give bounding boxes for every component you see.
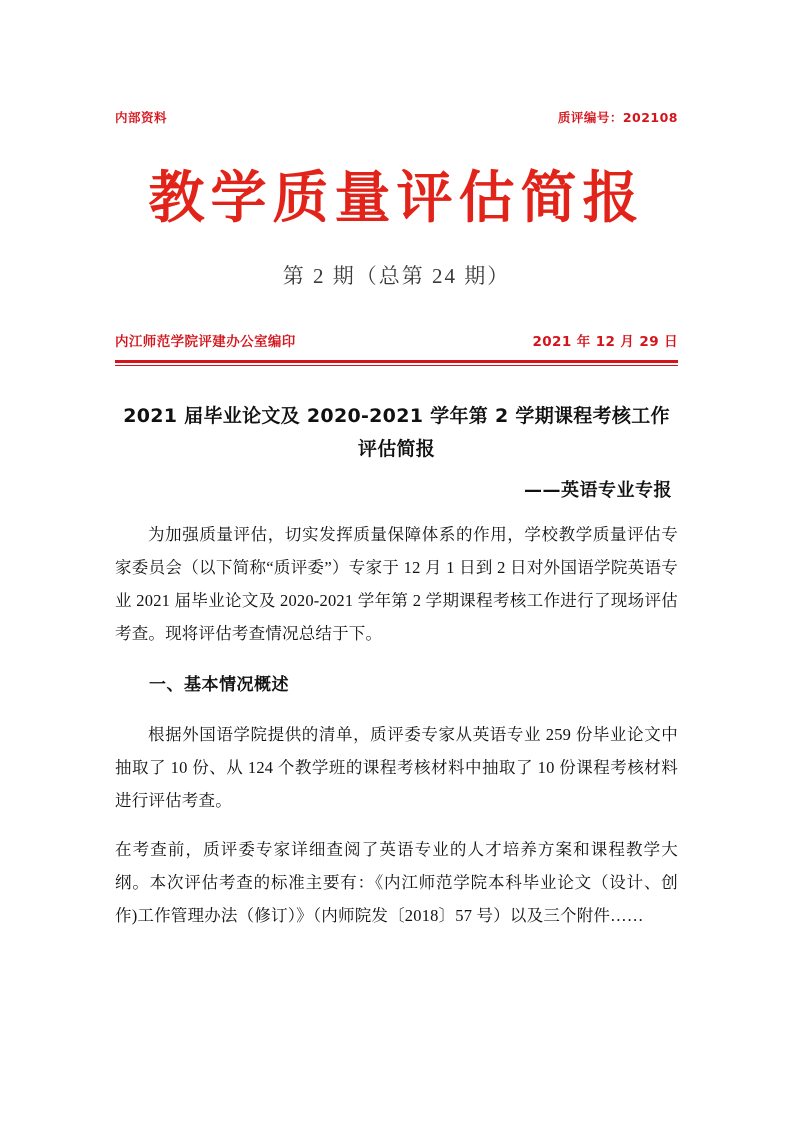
header-rule-thin bbox=[115, 365, 678, 366]
publish-date-label: 2021 年 12 月 29 日 bbox=[532, 333, 678, 350]
section-heading-one: 一、基本情况概述 bbox=[149, 675, 289, 696]
body-paragraph: 为加强质量评估，切实发挥质量保障体系的作用，学校教学质量评估专家委员会（以下简称“质评委”）专家于 12 月 1 日到 2 日对外国语学院英语专业 2021 届毕业论文及 2020-2021 学年第 2 学期课程考核工作进行了现场评估考查。现将评估考查情况总结于下。 bbox=[115, 525, 678, 644]
page-title: 2021 届毕业论文及 2020-2021 学年第 2 学期课程考核工作评估简报 bbox=[123, 404, 670, 460]
imprint-row bbox=[115, 330, 678, 350]
page-subtitle: ——英语专业专报 bbox=[524, 480, 672, 502]
publisher-label: 内江师范学院评建办公室编印 bbox=[115, 333, 296, 350]
issue-number: 第 2 期（总第 24 期） bbox=[282, 263, 511, 288]
header-rule-thick bbox=[115, 360, 678, 363]
masthead-row bbox=[115, 0, 678, 126]
evaluation-number-label: 质评编号：202108 bbox=[557, 110, 678, 125]
bulletin-title: 教学质量评估简报 bbox=[148, 166, 645, 231]
body-paragraph: 在考查前，质评委专家详细查阅了英语专业的人才培养方案和课程教学大纲。本次评估考查的标准主要有：《内江师范学院本科毕业论文（设计、创作)工作管理办法（修订）》（内师院发〔2018〕57 号）以及三个附件…… bbox=[115, 840, 678, 926]
body-paragraph: 根据外国语学院提供的清单，质评委专家从英语专业 259 份毕业论文中抽取了 10 份、从 124 个教学班的课程考核材料中抽取了 10 份课程考核材料进行评估考查。 bbox=[115, 725, 678, 811]
internal-material-label: 内部资料 bbox=[115, 110, 168, 125]
